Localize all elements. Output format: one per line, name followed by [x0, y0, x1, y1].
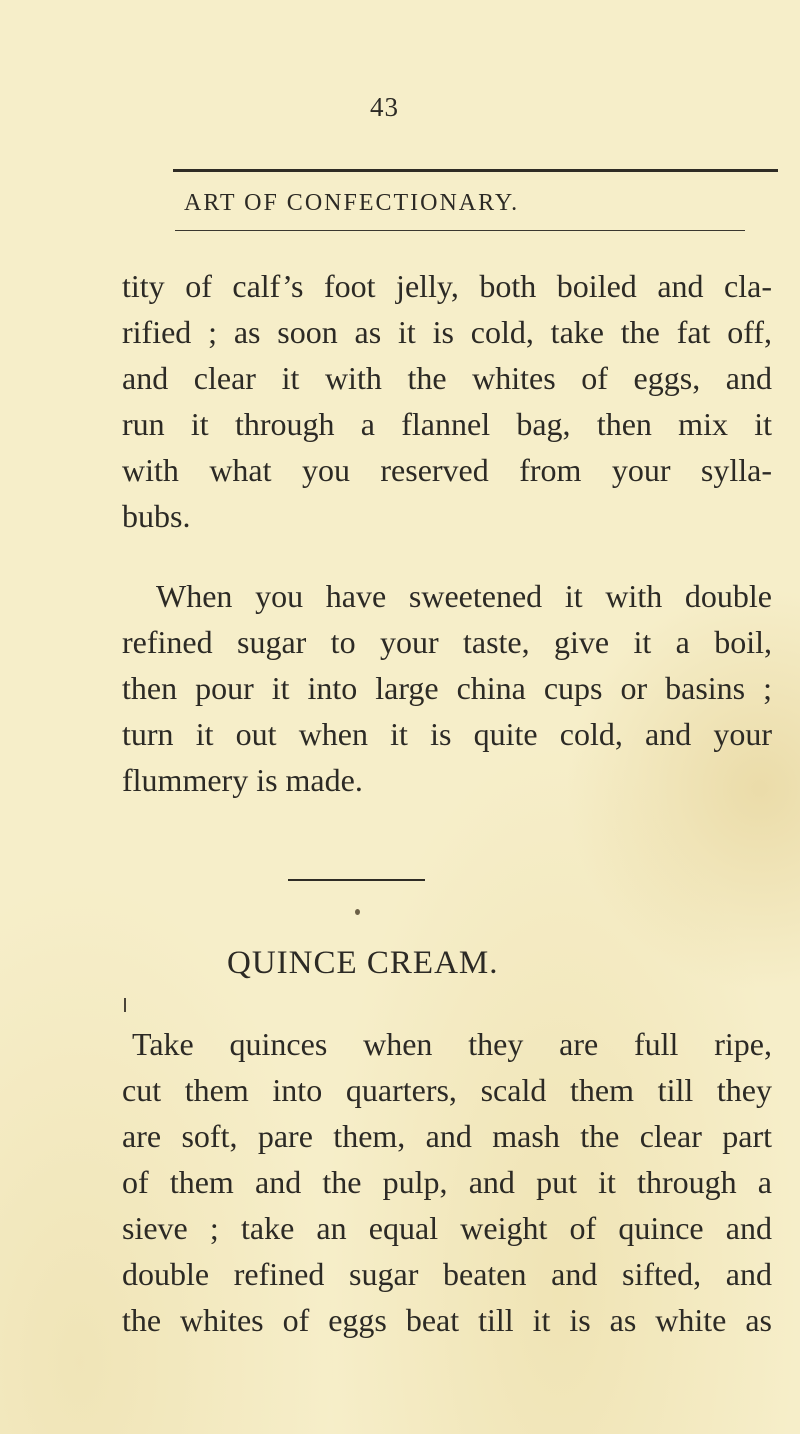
text-line: and clear it with the whites of eggs, and	[122, 360, 772, 396]
running-head: ART OF CONFECTIONARY.	[184, 190, 520, 216]
header-rule-top	[173, 169, 778, 172]
ink-mark	[124, 998, 126, 1012]
text-line: then pour it into large china cups or basins ;	[122, 670, 772, 706]
text-line: cut them into quarters, scald them till they	[122, 1072, 772, 1108]
text-line: with what you reserved from your sylla-	[122, 452, 772, 488]
text-line: double refined sugar beaten and sifted, and	[122, 1256, 772, 1292]
text-line: run it through a flannel bag, then mix it	[122, 406, 772, 442]
text-line: rified ; as soon as it is cold, take the fat off,	[122, 314, 772, 350]
text-line: refined sugar to your taste, give it a boil,	[122, 624, 772, 660]
header-rule-bottom	[175, 230, 745, 231]
ink-speck	[355, 909, 360, 915]
text-line: tity of calf’s foot jelly, both boiled and cla-	[122, 268, 772, 304]
text-line: bubs.	[122, 498, 191, 534]
text-line: of them and the pulp, and put it through a	[122, 1164, 772, 1200]
text-line: When you have sweetened it with double	[156, 578, 772, 614]
paragraph-2	[122, 573, 772, 803]
text-line: turn it out when it is quite cold, and your	[122, 716, 772, 752]
section-divider-rule	[288, 879, 425, 881]
recipe-paragraph	[122, 1021, 772, 1343]
page-number: 43	[370, 92, 399, 122]
text-line: Take quinces when they are full ripe,	[132, 1026, 772, 1062]
text-line: are soft, pare them, and mash the clear part	[122, 1118, 772, 1154]
text-line: sieve ; take an equal weight of quince and	[122, 1210, 772, 1246]
section-title: QUINCE CREAM.	[227, 945, 499, 981]
text-line: the whites of eggs beat till it is as white as	[122, 1302, 772, 1338]
paragraph-1	[122, 263, 772, 539]
text-line: flummery is made.	[122, 762, 363, 798]
